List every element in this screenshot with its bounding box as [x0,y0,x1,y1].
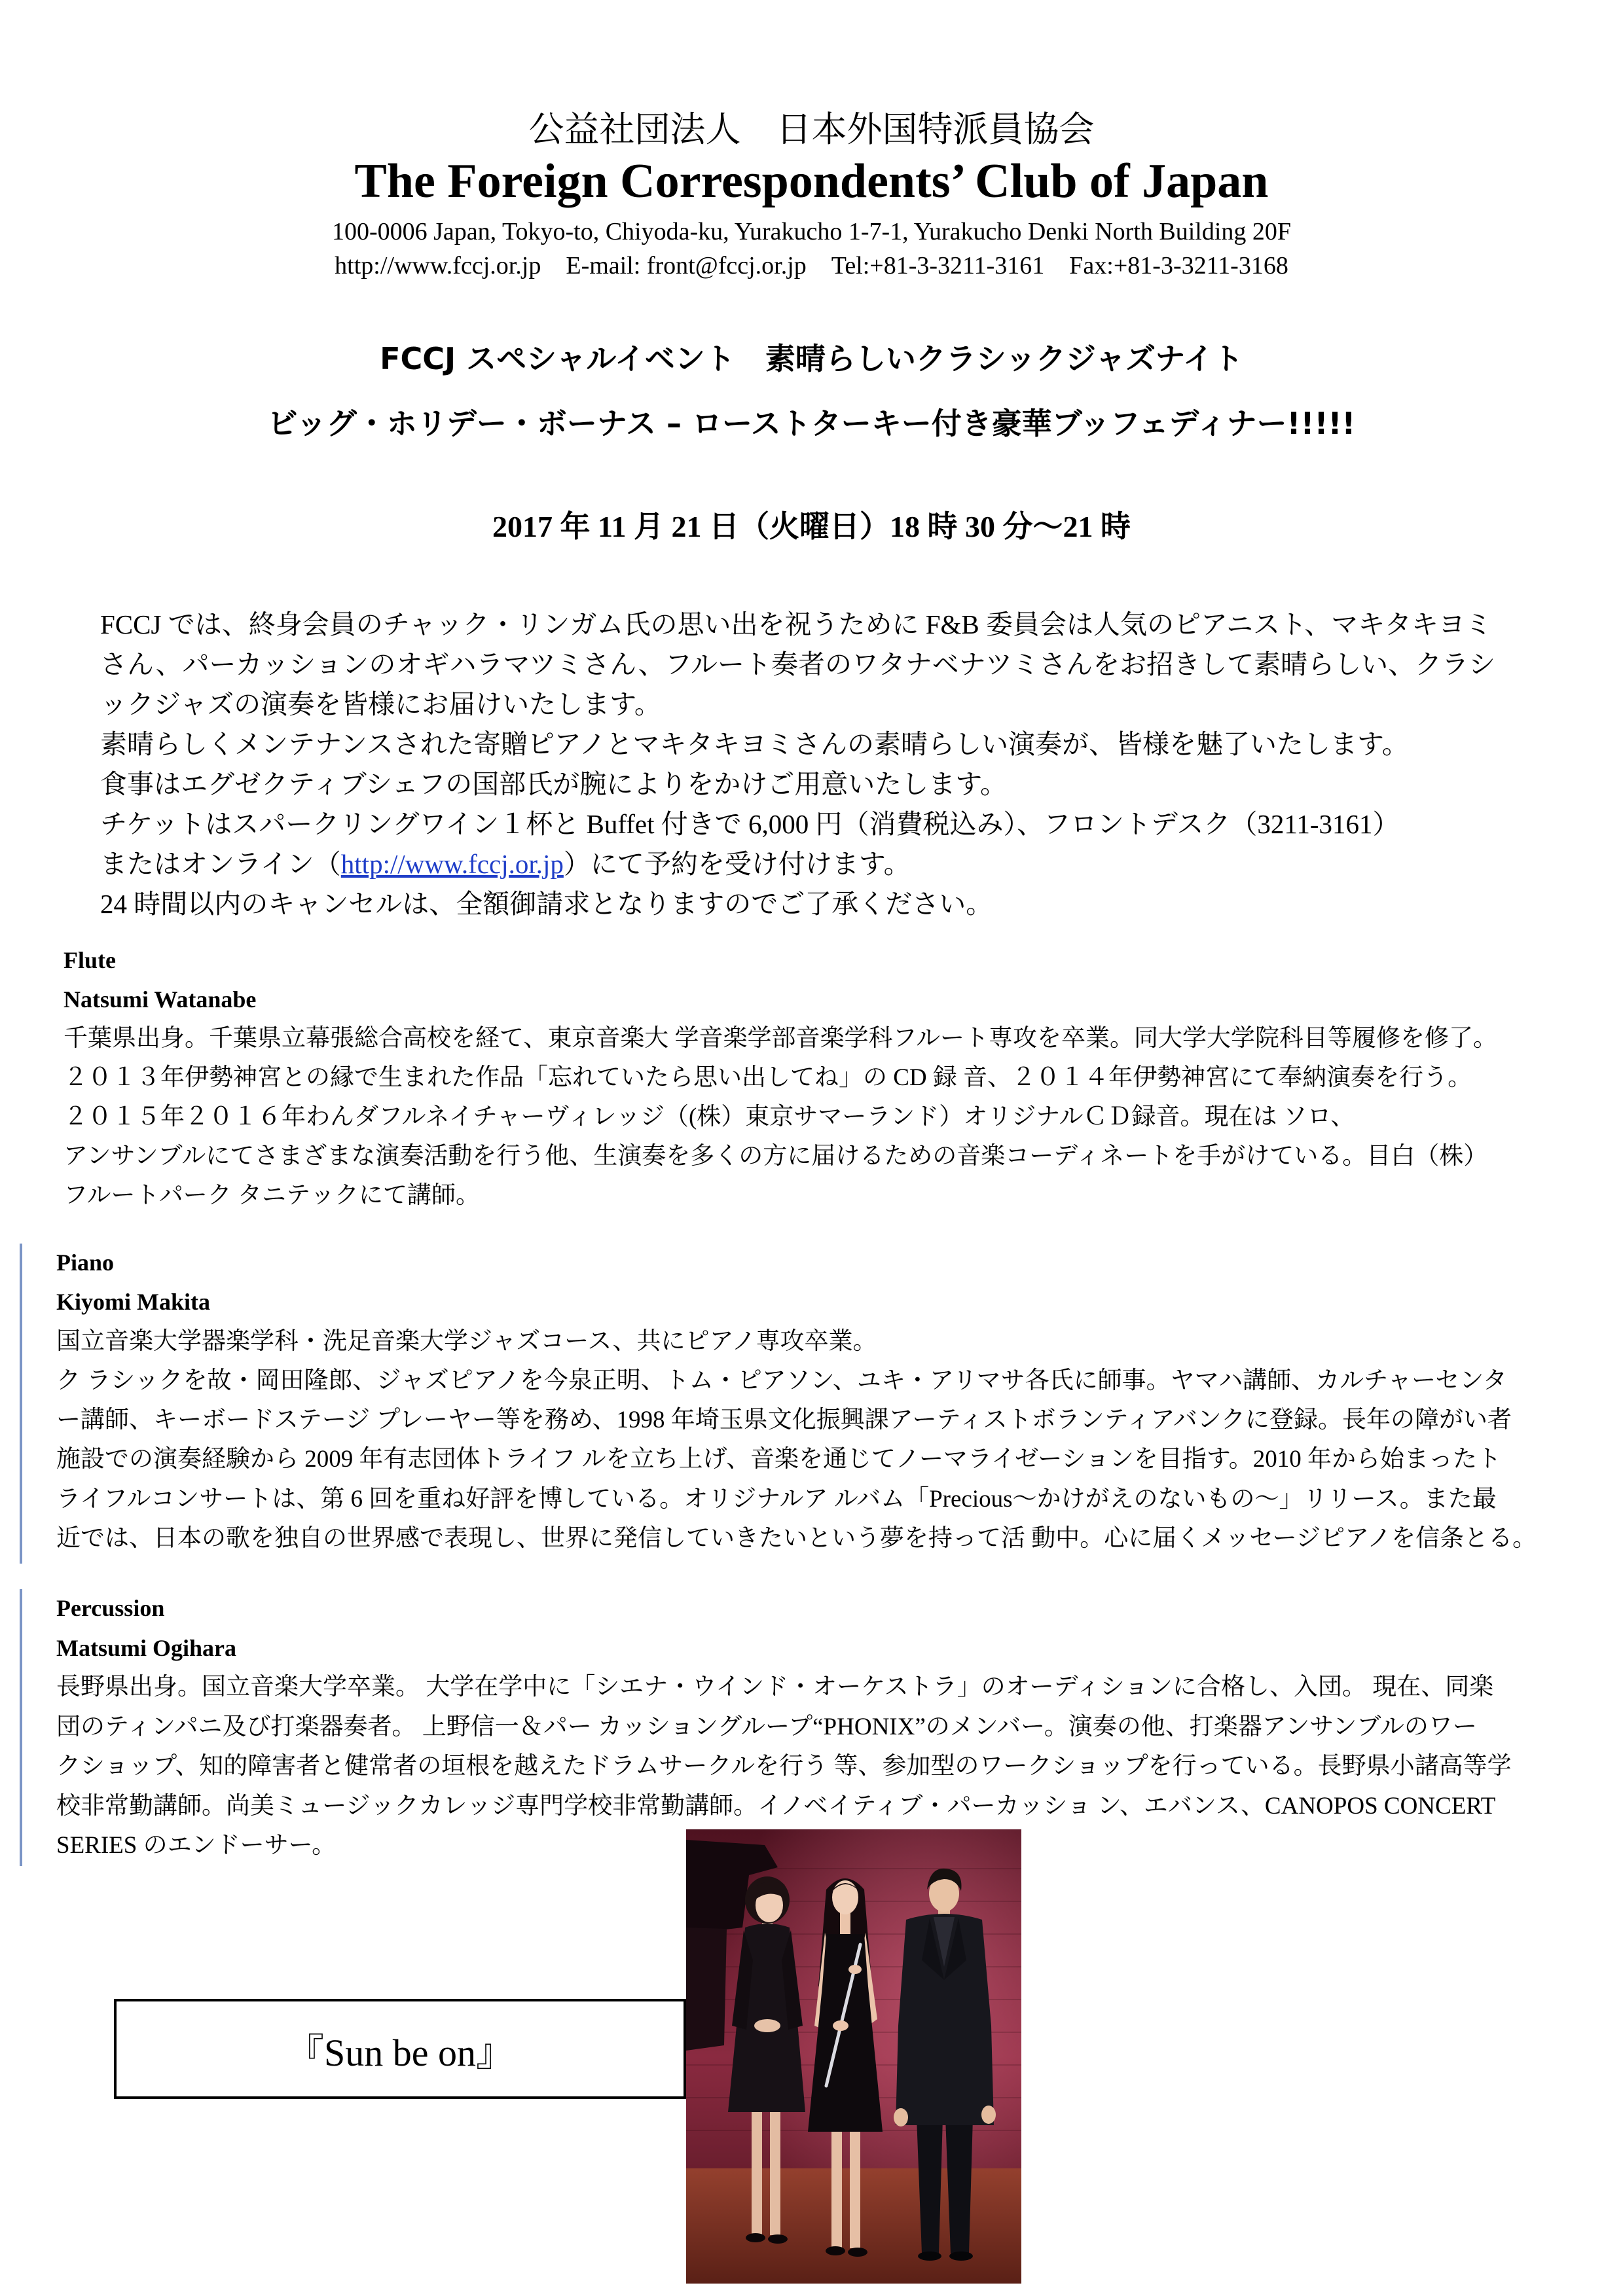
bio-line: 施設での演奏経験から 2009 年有志団体トライフ ルを立ち上げ、音楽を通じてノーマライゼーションを目指す。2010 年から始まったト [56,1446,1502,1473]
bio-line: ー講師、キーボードステージ プレーヤー等を務め、1998 年埼玉県文化振興課アーティストボランティアバンクに登録。長年の障がい者 [56,1407,1512,1434]
performer-section-percussion [56,1588,1575,1866]
performers-photo-image [686,1829,1021,2284]
contact-fax: Fax:+81-3-3211-3168 [1069,252,1288,279]
event-title-line-1: FCCJ スペシャルイベント 素晴らしいクラシックジャズナイト [380,341,1243,376]
contact-tel: Tel:+81-3-3211-3161 [831,252,1045,279]
bio-line: ２０１３年伊勢神宮との縁で生まれた作品「忘れていたら思い出してね」の CD 録 音、２０１４年伊勢神宮にて奉納演奏を行う。 [64,1064,1472,1091]
cancellation-note: 24 時間以内のキャンセルは、全額御請求となりますのでご了承ください。 [100,889,993,919]
bio-line: 校非常勤講師。尚美ミュージックカレッジ専門学校非常勤講師。イノベイティブ・パーカッショ ン、エバンス、CANOPOS CONCERT [56,1792,1496,1820]
intro-line: チケットはスパークリングワイン１杯と Buffet 付きで 6,000 円（消費税込み）、フロントデスク（3211-3161） [100,809,1400,839]
org-address: 100-0006 Japan, Tokyo-to, Chiyoda-ku, Yurakucho 1-7-1, Yurakucho Denki North Building 20F [331,218,1292,245]
instrument-label: Piano [56,1249,115,1276]
bio-line: アンサンブルにてさまざまな演奏活動を行う他、生演奏を多くの方に届けるための音楽コーディネートを手がけている。目白（株） [64,1143,1488,1170]
bio-line: ク ラシックを故・岡田隆郎、ジャズピアノを今泉正明、トム・ピアソン、ユキ・アリマサ各氏に師事。ヤマハ講師、カルチャーセンタ [56,1367,1507,1394]
contact-line [0,250,1623,281]
online-suffix: ）にて予約を受け付けます。 [563,849,911,879]
intro-line: FCCJ では、終身会員のチャック・リンガム氏の思い出を祝うために F&B 委員会は人気のピアニスト、マキタキヨミ [100,609,1492,639]
bio-line: SERIES のエンドーサー。 [56,1832,337,1859]
bio-line: 長野県出身。国立音楽大学卒業。 大学在学中に「シエナ・ウインド・オーケストラ」のオーディションに合格し、入団。 現在、同楽 [56,1674,1494,1700]
online-booking-link[interactable]: http://www.fccj.or.jp [340,849,564,879]
intro-line: 素晴らしくメンテナンスされた寄贈ピアノとマキタキヨミさんの素晴らしい演奏が、皆様を魅了いたします。 [100,729,1409,759]
performers-photo [686,1829,1021,2284]
online-prefix: またはオンライン（ [100,849,341,879]
album-title: 『Sun be on』 [285,2031,514,2074]
org-name-jp: 公益社団法人 日本外国特派員協会 [528,110,1095,149]
album-title-box [114,1999,686,2099]
intro-line: 食事はエグゼクティブシェフの国部氏が腕によりをかけご用意いたします。 [100,769,1007,799]
section-rule [20,1244,22,1564]
intro-line: さん、パーカッションのオギハラマツミさん、フルート奏者のワタナベナツミさんをお招きして素晴らしい、クラシ [100,649,1496,679]
section-rule [20,1589,22,1866]
contact-website: http://www.fccj.or.jp [335,252,541,279]
intro-online-line [100,844,1567,884]
event-date: 2017 年 11 月 21 日（火曜日）18 時 30 分～21 時 [492,510,1131,543]
performer-section-piano [56,1243,1575,1558]
event-title-line-2: ビッグ・ホリデー・ボーナス – ローストターキー付き豪華ブッフェディナー!!!!! [267,406,1356,441]
instrument-label: Percussion [56,1595,165,1621]
performer-name: Matsumi Ogihara [56,1634,236,1661]
instrument-label: Flute [64,947,116,973]
bio-line: クショップ、知的障害者と健常者の垣根を越えたドラムサークルを行う 等、参加型のワークショップを行っている。長野県小諸高等学 [56,1753,1512,1780]
performer-name: Kiyomi Makita [56,1289,210,1316]
bio-line: 千葉県出身。千葉県立幕張総合高校を経て、東京音楽大 学音楽学部音楽学科フルート専攻を卒業。同大学大学院科目等履修を修了。 [64,1025,1498,1052]
contact-email: E-mail: front@fccj.or.jp [566,252,807,279]
bio-line: フルートパーク タニテックにて講師。 [64,1182,481,1209]
bio-line: ２０１５年２０１６年わんダフルネイチャーヴィレッジ（(株）東京サマーランド）オリジナルＣＤ録音。現在は ソロ、 [64,1103,1355,1130]
performer-name: Natsumi Watanabe [64,986,257,1013]
org-name-en: The Foreign Correspondents’ Club of Japan [354,154,1269,208]
intro-paragraph [100,605,1567,924]
bio-line: 団のティンパニ及び打楽器奏者。 上野信一＆パー カッショングループ“PHONIX”のメンバー。演奏の他、打楽器アンサンブルのワー [56,1713,1477,1740]
intro-line: ックジャズの演奏を皆様にお届けいたします。 [100,689,661,719]
bio-line: 近では、日本の歌を独自の世界感で表現し、世界に発信していきたいという夢を持って活 動中。心に届くメッセージピアノを信条とる。 [56,1525,1537,1552]
performer-section-flute [64,941,1569,1215]
bio-line: ライフルコンサートは、第 6 回を重ね好評を博している。オリジナルア ルバム「Precious～かけがえのないもの～」リリース。また最 [56,1485,1497,1513]
bio-line: 国立音楽大学器楽学科・洗足音楽大学ジャズコース、共にピアノ専攻卒業。 [56,1327,877,1355]
